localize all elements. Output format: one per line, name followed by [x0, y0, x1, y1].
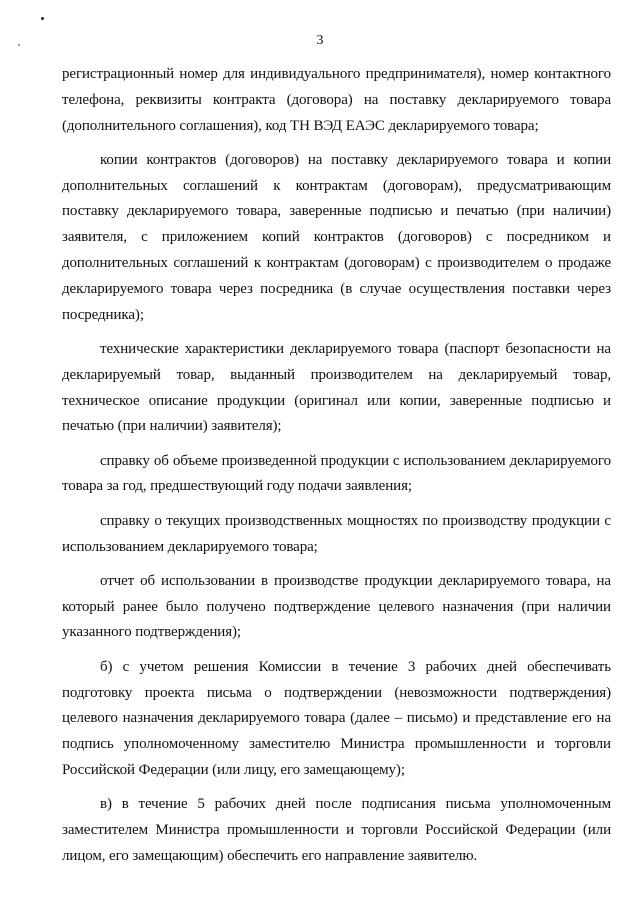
paragraph-continuation: регистрационный номер для индивидуального предпринимателя), номер контактного телефона, реквизиты контракта (договора) на поставку декларируемого товара (дополнительного соглашения), код ТН ВЭД ЕАЭС декларируемого товара;	[62, 66, 611, 134]
paragraph-contract-copies: копии контрактов (договоров) на поставку декларируемого товара и копии дополнительных соглашений к контрактам (договорам), предусматривающим поставку декларируемого товара, заверенные подписью и печатью (при наличии) заявителя, с приложением копий контрактов (договоров) с посредником и дополнительных соглашений к контрактам (договорам) с производителем о продаже декларируемого товара через посредника (в случае осуществления поставки через посредника);	[62, 151, 611, 323]
document-body	[62, 62, 611, 878]
paragraph-technical-specs: технические характеристики декларируемого товара (паспорт безопасности на декларируемый товар, выданный производителем на декларируемый товар, техническое описание продукции (оригинал или копии, заверенные подписью и печатью (при наличии) заявителя);	[62, 340, 611, 435]
paragraph-item-v: в) в течение 5 рабочих дней после подписания письма уполномоченным заместителем Министра промышленности и торговли Российской Федерации (или лицом, его замещающим) обеспечить его направление заявителю.	[62, 796, 611, 864]
scan-speck	[41, 17, 44, 20]
paragraph-item-b: б) с учетом решения Комиссии в течение 3 рабочих дней обеспечивать подготовку проекта письма о подтверждении (невозможности подтверждения) целевого назначения декларируемого товара (далее – письмо) и представление его на подпись уполномоченному заместителю Министра промышленности и торговли Российской Федерации (или лицу, его замещающему);	[62, 658, 611, 778]
paragraph-usage-report: отчет об использовании в производстве продукции декларируемого товара, на который ранее было получено подтверждение целевого назначения (при наличии указанного подтверждения);	[62, 572, 611, 641]
page-number: 3	[316, 33, 324, 48]
paragraph-production-capacity: справку о текущих производственных мощностях по производству продукции с использованием декларируемого товара;	[62, 512, 611, 555]
paragraph-production-volume: справку об объеме произведенной продукции с использованием декларируемого товара за год, предшествующий году подачи заявления;	[62, 452, 611, 495]
